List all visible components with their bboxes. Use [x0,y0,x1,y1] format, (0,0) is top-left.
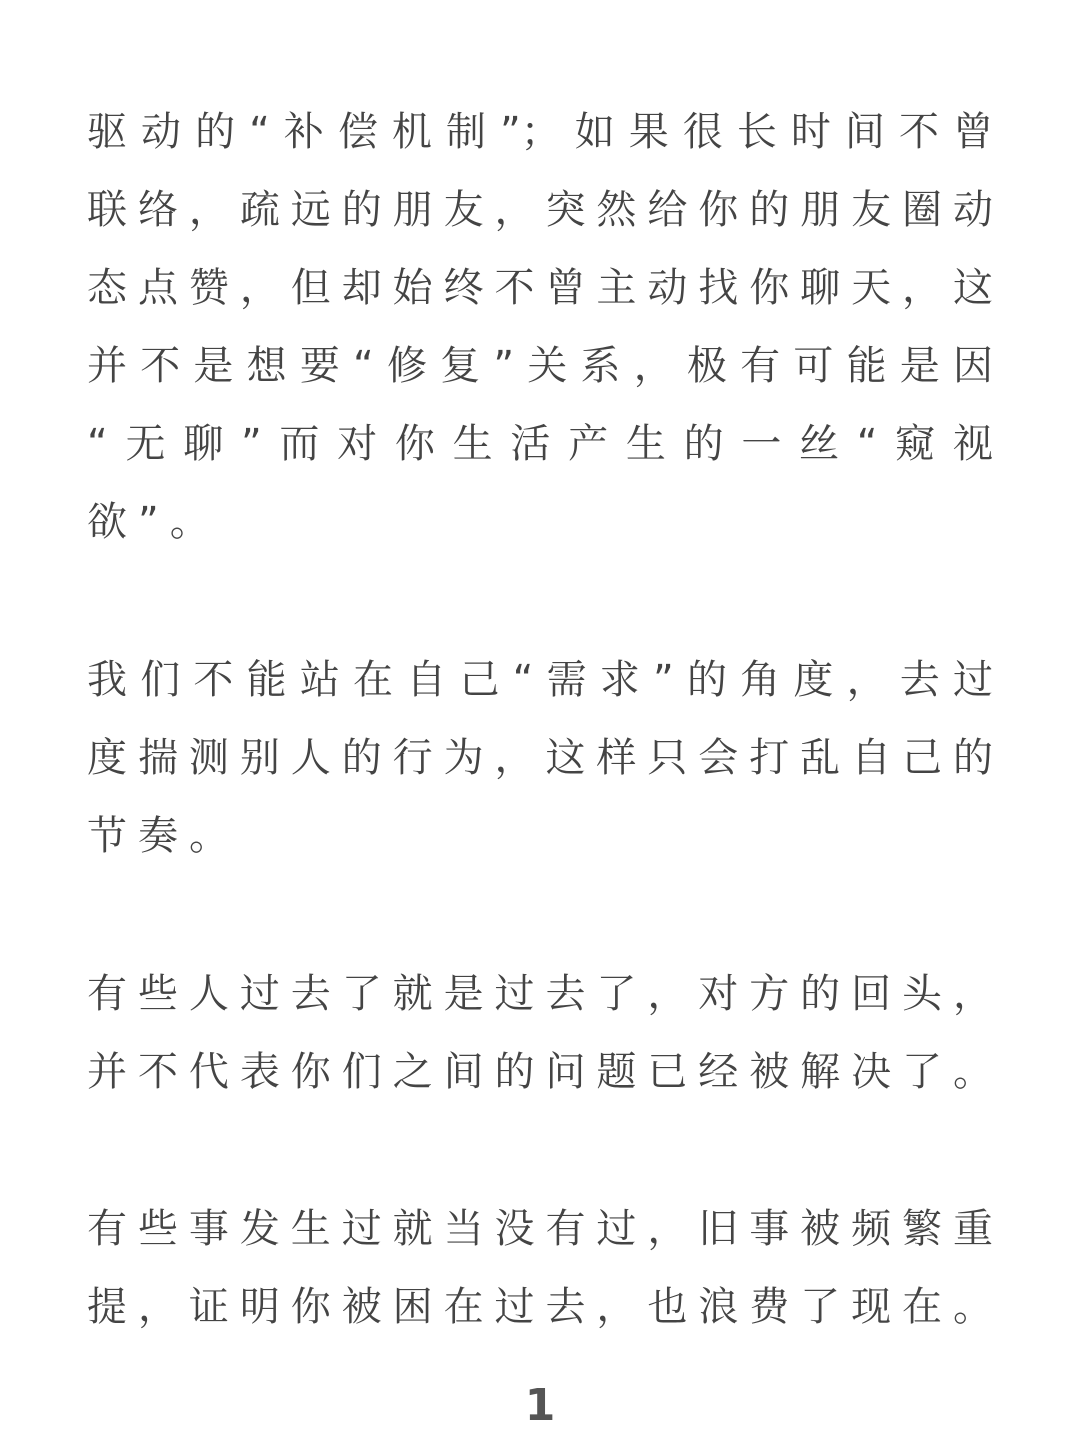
paragraph-4 [87,1190,993,1346]
paragraph-3 [87,955,993,1111]
text-line: 并不代表你们之间的问题已经被解决了。 [87,1049,993,1095]
text-line: 并不是想要“修复”关系，极有可能是因 [87,343,993,389]
text-line: 态点赞，但却始终不曾主动找你聊天，这 [87,265,993,311]
paragraph-1 [87,93,993,561]
text-line: 度揣测别人的行为，这样只会打乱自己的 [87,735,993,781]
text-line: 驱动的“补偿机制”；如果很长时间不曾 [87,109,993,155]
paragraph-2 [87,641,993,875]
text-line: 提，证明你被困在过去，也浪费了现在。 [87,1284,993,1330]
text-line: 欲”。 [87,499,221,545]
text-line: 节奏。 [87,813,240,859]
text-line: 我们不能站在自己“需求”的角度，去过 [87,657,993,703]
page-number: 1 [524,1380,556,1431]
text-line: “无聊”而对你生活产生的一丝“窥视 [87,421,993,467]
text-line: 有些人过去了就是过去了，对方的回头， [87,971,993,1017]
text-line: 有些事发生过就当没有过，旧事被频繁重 [87,1206,993,1252]
text-line: 联络，疏远的朋友，突然给你的朋友圈动 [87,187,993,233]
